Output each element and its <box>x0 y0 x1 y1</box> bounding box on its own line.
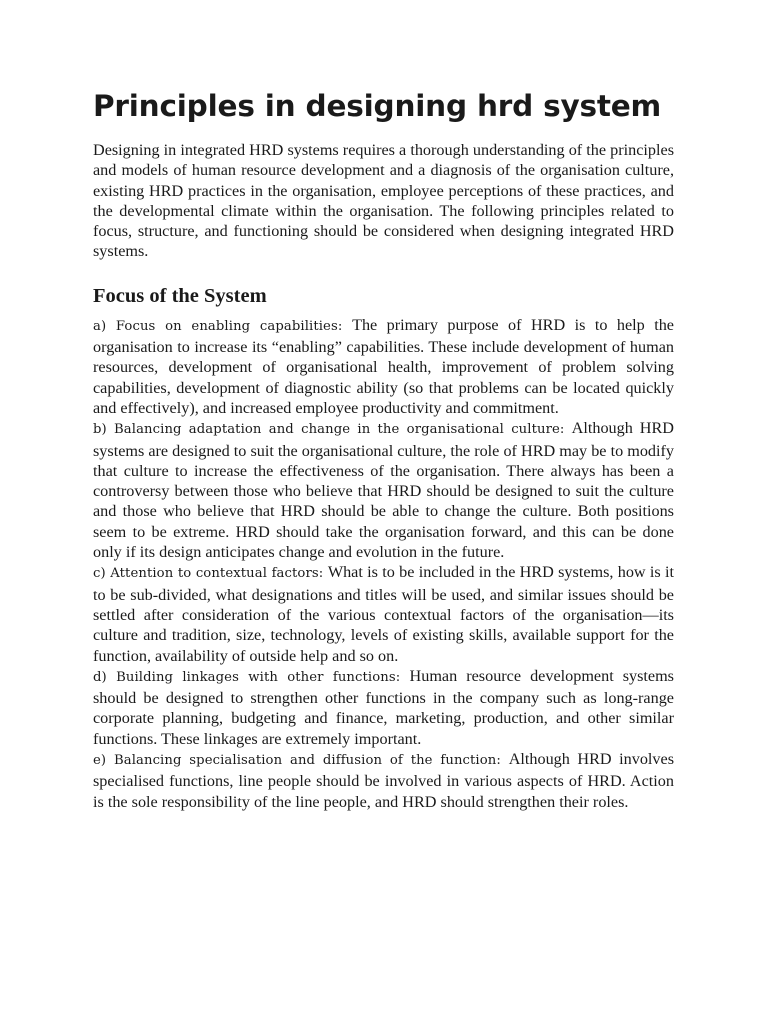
principle-item-lead: c) Attention to contextual factors: <box>93 566 328 582</box>
principle-item-body: What is to be included in the HRD systems, how is it to be sub-divided, what designations and titles will be used, and similar issues should be settled after consideration of the various contextual factors of the organisation—its culture and tradition, size, technology, levels of existing skills, available support for the function, availability of outside help and so on. <box>93 563 674 665</box>
principle-item-body: The primary purpose of HRD is to help the organisation to increase its “enabling” capabilities. These include development of human resources, development of organisational health, improvement of problem solving capabilities, development of diagnostic ability (so that problems can be located quickly and effectively), and increased employee productivity and commitment. <box>93 315 674 417</box>
principle-item-body: Human resource development systems should be designed to strengthen other functions in the company such as long-range corporate planning, budgeting and finance, marketing, production, and other similar functions. These linkages are extremely important. <box>93 666 674 748</box>
principle-item-b <box>93 418 674 562</box>
principle-item-body: Although HRD involves specialised functions, line people should be involved in various aspects of HRD. Action is the sole responsibility of the line people, and HRD should strengthen their roles. <box>93 750 674 811</box>
principle-item-e <box>93 749 674 812</box>
intro-paragraph: Designing in integrated HRD systems requires a thorough understanding of the principles and models of human resource development and a diagnosis of the organisation culture, existing HRD practices in the organisation, employee perceptions of these practices, and the developmental climate within the organisation. The following principles related to focus, structure, and functioning should be considered when designing integrated HRD systems. <box>93 141 674 261</box>
principle-item-lead: d) Building linkages with other functions: <box>93 669 410 685</box>
section-heading: Focus of the System <box>93 284 267 307</box>
principle-item-c <box>93 562 674 665</box>
page-title: Principles in designing hrd system <box>93 89 662 123</box>
principle-item-a <box>93 315 674 418</box>
principle-item-d <box>93 666 674 749</box>
principle-item-body: Although HRD systems are designed to suit the organisational culture, the role of HRD may be to modify that culture to increase the effectiveness of the organisation. There always has been a controversy between those who believe that HRD should be designed to suit the culture and those who believe that HRD should be able to change the culture. Both positions seem to be extreme. HRD should take the organisation forward, and this can be done only if its design anticipates change and evolution in the future. <box>93 419 674 562</box>
principle-item-lead: a) Focus on enabling capabilities: <box>93 318 353 334</box>
principle-item-lead: e) Balancing specialisation and diffusion of the function: <box>93 753 509 769</box>
principle-item-lead: b) Balancing adaptation and change in the organisational culture: <box>93 422 572 438</box>
